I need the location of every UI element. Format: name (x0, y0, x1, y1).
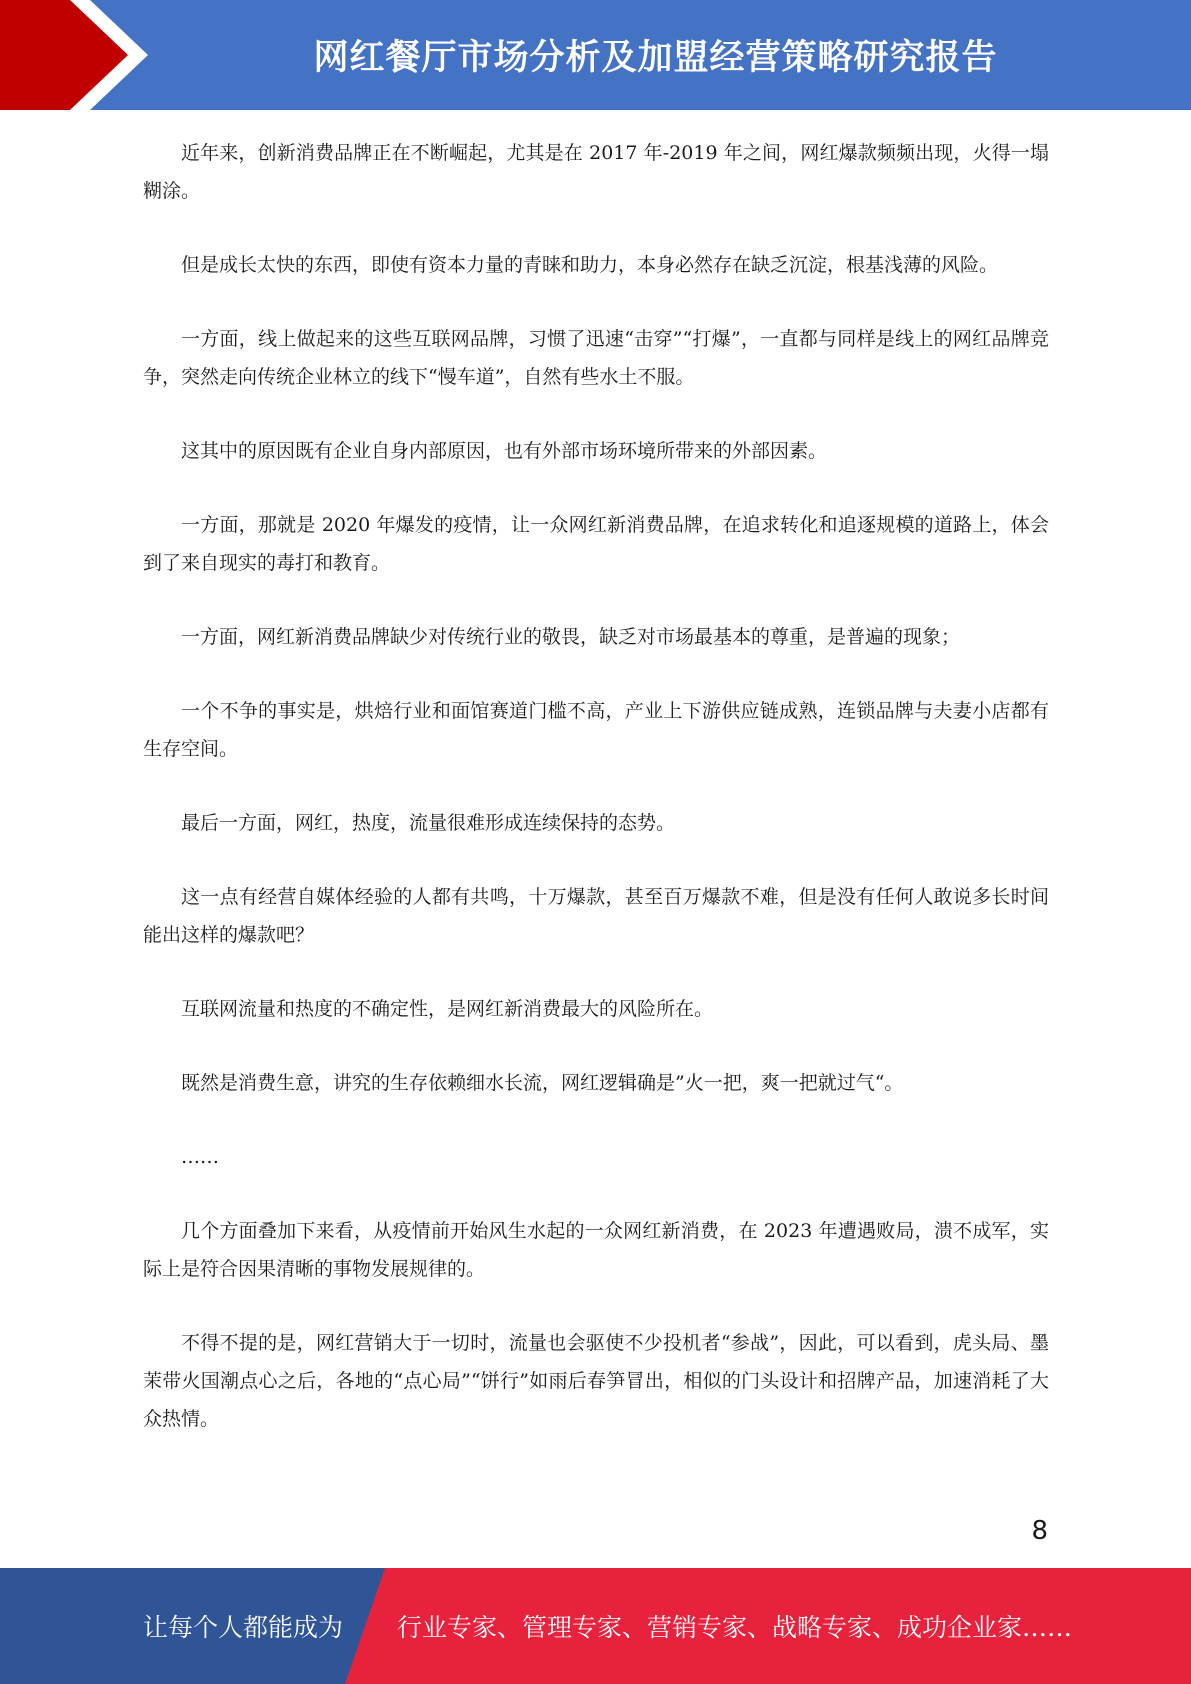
document-title: 网红餐厅市场分析及加盟经营策略研究报告 (313, 38, 998, 78)
page-footer (0, 1568, 1191, 1684)
paragraph: 这一点有经营自媒体经验的人都有共鸣，十万爆款，甚至百万爆款不难，但是没有任何人敢说多长时间能出这样的爆款吧？ (143, 886, 1049, 946)
paragraph: 互联网流量和热度的不确定性，是网红新消费最大的风险所在。 (181, 998, 714, 1020)
paragraph: 这其中的原因既有企业自身内部原因，也有外部市场环境所带来的外部因素。 (181, 440, 828, 462)
paragraph: 但是成长太快的东西，即使有资本力量的青睐和助力，本身必然存在缺乏沉淀，根基浅薄的风险。 (181, 254, 999, 276)
page-number: 8 (1031, 1516, 1048, 1546)
paragraph: 一方面，那就是 2020 年爆发的疫情，让一众网红新消费品牌，在追求转化和追逐规模的道路上，体会到了来自现实的毒打和教育。 (143, 514, 1049, 574)
paragraph: 不得不提的是，网红营销大于一切时，流量也会驱使不少投机者“参战”，因此，可以看到，虎头局、墨茉带火国潮点心之后，各地的“点心局”“饼行”如雨后春笋冒出，相似的门头设计和招牌产品，加速消耗了大众热情。 (143, 1332, 1049, 1430)
paragraph: 近年来，创新消费品牌正在不断崛起，尤其是在 2017 年-2019 年之间，网红爆款频频出现，火得一塌糊涂。 (143, 142, 1049, 202)
footer-slogan-right: 行业专家、管理专家、营销专家、战略专家、成功企业家…… (397, 1613, 1073, 1642)
paragraph: 一方面，网红新消费品牌缺少对传统行业的敬畏，缺乏对市场最基本的尊重，是普遍的现象； (181, 626, 961, 648)
paragraph: 一方面，线上做起来的这些互联网品牌，习惯了迅速“击穿”“打爆”，一直都与同样是线上的网红品牌竞争，突然走向传统企业林立的线下“慢车道”，自然有些水土不服。 (143, 328, 1049, 388)
paragraph: 最后一方面，网红，热度，流量很难形成连续保持的态势。 (181, 812, 676, 834)
paragraph: 既然是消费生意，讲究的生存依赖细水长流，网红逻辑确是”火一把，爽一把就过气“。 (181, 1072, 904, 1094)
paragraph: …… (181, 1146, 219, 1168)
paragraph: 几个方面叠加下来看，从疫情前开始风生水起的一众网红新消费，在 2023 年遭遇败局，溃不成军，实际上是符合因果清晰的事物发展规律的。 (143, 1220, 1049, 1280)
paragraph: 一个不争的事实是，烘焙行业和面馆赛道门槛不高，产业上下游供应链成熟，连锁品牌与夫妻小店都有生存空间。 (143, 700, 1049, 760)
page-header (0, 0, 1191, 110)
footer-slogan-left: 让每个人都能成为 (143, 1613, 344, 1642)
body-text (143, 134, 1049, 1474)
